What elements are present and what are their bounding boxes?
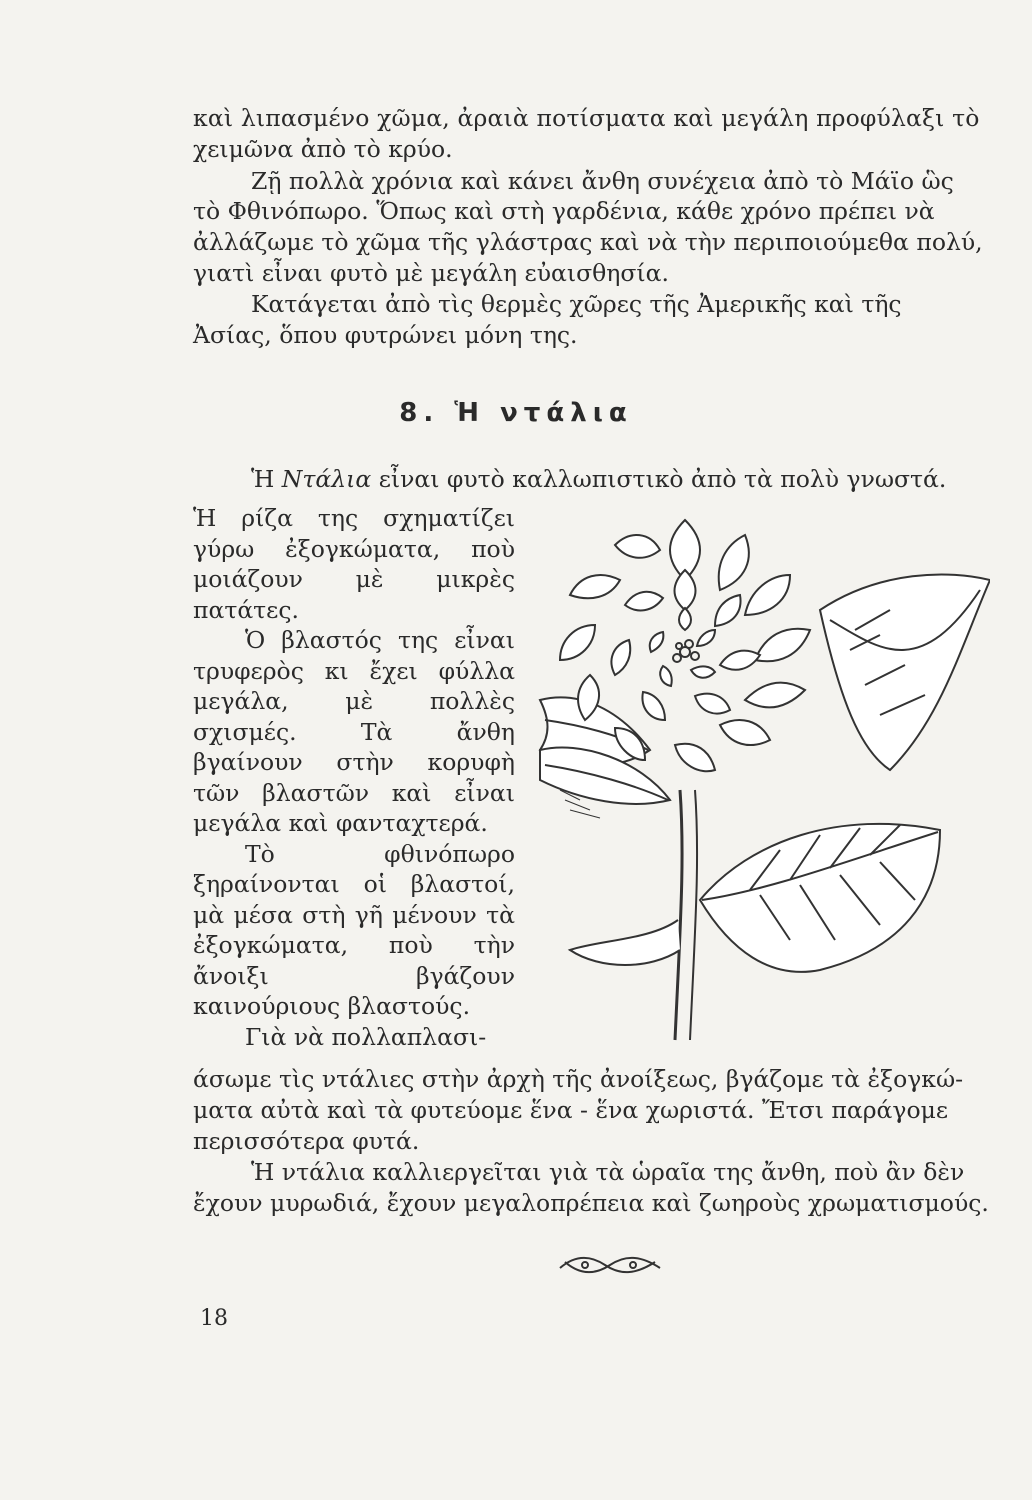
para2-line-1: Ζῇ πολλὰ χρόνια καὶ κάνει ἄνθη συνέχεια ἀπὸ τὸ Μάϊο ὣς xyxy=(251,167,954,195)
propagation-line-3: περισσότερα φυτά. xyxy=(193,1127,420,1155)
last-para-line-1: Ἡ ντάλια καλλιεργεῖται γιὰ τὰ ὡραῖα της ἄνθη, ποὺ ἂν δὲν xyxy=(251,1158,965,1186)
page-number: 18 xyxy=(200,1306,228,1331)
section-title: 8. Ἡ ντάλια xyxy=(399,398,633,428)
column-paragraph-stem: Ὁ βλαστός της εἶναι τρυφερὸς κι ἔχει φύλλα μεγάλα, μὲ πολλὲς σχισμές. Τὰ ἄνθη βγαίνουν στὴν κορυφὴ τῶν βλαστῶν καὶ εἶναι μεγάλα καὶ φανταχτερά. xyxy=(193,626,515,837)
text-column xyxy=(193,503,515,1052)
dahlia-intro-prefix: Ἡ xyxy=(251,465,282,493)
intro-line-2: χειμῶνα ἀπὸ τὸ κρύο. xyxy=(193,135,453,163)
dahlia-name: Ντάλια xyxy=(281,465,372,493)
dahlia-intro-rest: εἶναι φυτὸ καλλωπιστικὸ ἀπὸ τὰ πολὺ γνωστά. xyxy=(371,465,947,493)
para3-line-2: Ἀσίας, ὅπου φυτρώνει μόνη της. xyxy=(193,321,578,349)
intro-line-1: καὶ λιπασμένο χῶμα, ἀραιὰ ποτίσματα καὶ μεγάλη προφύλαξι τὸ xyxy=(193,104,980,132)
para2-line-4: γιατὶ εἶναι φυτὸ μὲ μεγάλη εὐαισθησία. xyxy=(193,259,669,287)
last-para-line-2: ἔχουν μυρωδιά, ἔχουν μεγαλοπρέπεια καὶ ζωηροὺς χρωματισμούς. xyxy=(193,1189,989,1217)
para3-line-1: Κατάγεται ἀπὸ τὶς θερμὲς χῶρες τῆς Ἀμερικῆς καὶ τῆς xyxy=(251,290,902,318)
para2-line-2: τὸ Φθινόπωρο. Ὅπως καὶ στὴ γαρδένια, κάθε χρόνο πρέπει νὰ xyxy=(193,197,935,225)
propagation-line-1: άσωμε τὶς ντάλιες στὴν ἀρχὴ τῆς ἀνοίξεως, βγάζομε τὰ ἐξογκώ- xyxy=(193,1065,964,1093)
para2-line-3: ἀλλάζωμε τὸ χῶμα τῆς γλάστρας καὶ νὰ τὴν περιποιούμεθα πολύ, xyxy=(193,228,983,256)
dahlia-flower-illustration xyxy=(520,500,990,1060)
column-paragraph-propagation-start: Γιὰ νὰ πολλαπλασι- xyxy=(245,1022,487,1051)
dahlia-intro-line xyxy=(251,464,946,495)
column-paragraph-root: Ἡ ρίζα της σχηματίζει γύρω ἐξογκώματα, ποὺ μοιάζουν μὲ μικρὲς πατάτες. xyxy=(193,504,515,624)
vine-ornament-icon xyxy=(555,1250,665,1280)
column-paragraph-autumn: Τὸ φθινόπωρο ξηραίνονται οἱ βλαστοί, μὰ μέσα στὴ γῆ μένουν τὰ ἐξογκώματα, ποὺ τὴν ἄνοιξι βγάζουν καινούριους βλαστούς. xyxy=(193,839,515,1020)
propagation-line-2: ματα αὐτὰ καὶ τὰ φυτεύομε ἕνα - ἕνα χωριστά. Ἔτσι παράγομε xyxy=(193,1096,949,1124)
